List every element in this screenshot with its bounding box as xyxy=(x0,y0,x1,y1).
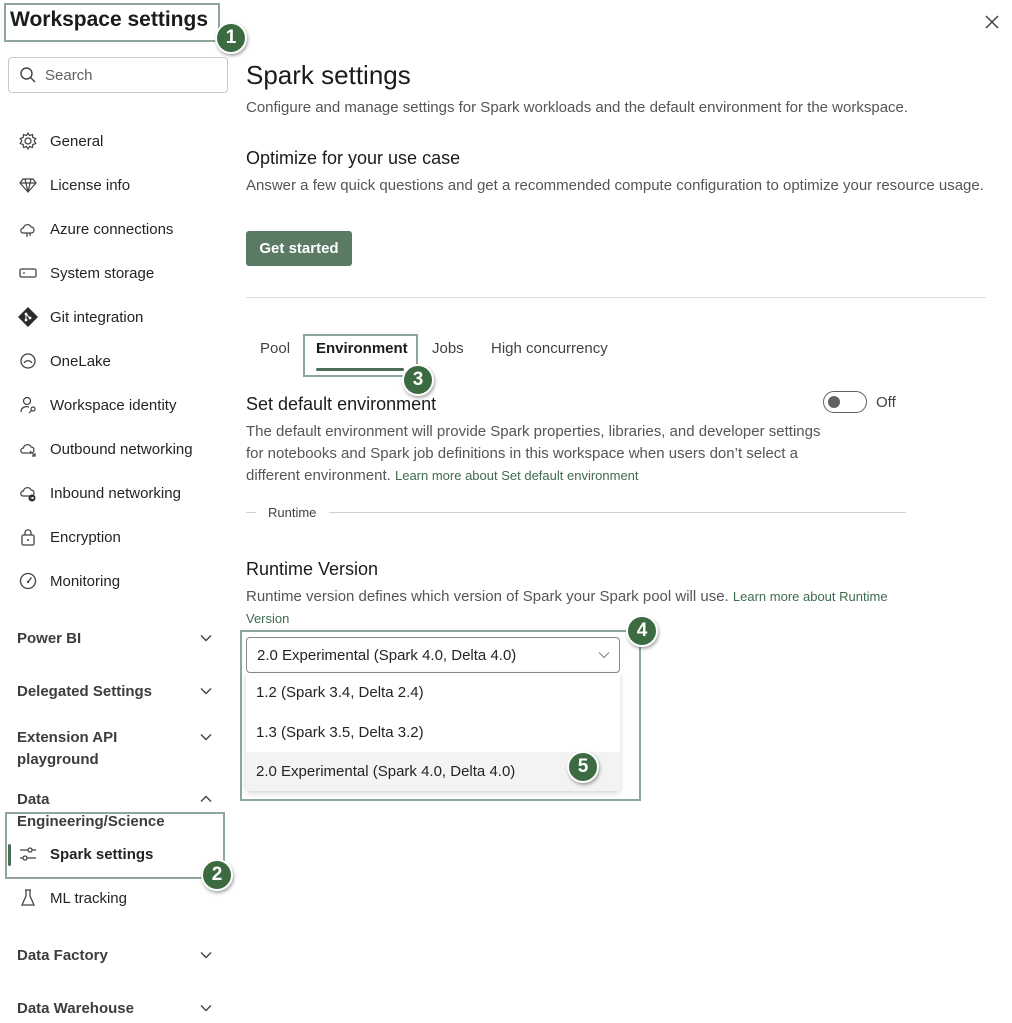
sidebar-item-label: System storage xyxy=(50,264,155,282)
sidebar-item-label: General xyxy=(50,132,104,150)
inbound-icon xyxy=(16,481,40,505)
sidebar-item-label: Git integration xyxy=(50,308,144,326)
search-input[interactable] xyxy=(45,67,205,84)
runtime-version-title: Runtime Version xyxy=(246,559,379,579)
section-power-bi[interactable] xyxy=(17,628,217,650)
callout-badge-4: 4 xyxy=(626,615,658,647)
sidebar-item-encryption[interactable] xyxy=(16,519,226,555)
outbound-icon xyxy=(16,437,40,461)
dropdown-selected-value: 2.0 Experimental (Spark 4.0, Delta 4.0) xyxy=(257,646,517,664)
chevron-down-icon xyxy=(199,684,213,698)
chevron-up-icon xyxy=(199,792,213,806)
sidebar-item-license-info[interactable] xyxy=(16,167,226,203)
workspace-title: Workspace settings xyxy=(10,8,209,31)
toggle-knob xyxy=(828,396,840,408)
sidebar-item-label: Inbound networking xyxy=(50,484,181,502)
section-label: Power BI xyxy=(17,630,82,647)
optimize-title: Optimize for your use case xyxy=(246,148,461,168)
sidebar-item-label: Outbound networking xyxy=(50,440,193,458)
sidebar-item-label: ML tracking xyxy=(50,889,127,907)
sidebar-item-ml-tracking[interactable] xyxy=(16,880,226,916)
runtime-version-text: Runtime version defines which version of Spark your Spark pool will use. xyxy=(246,588,729,605)
runtime-divider-right xyxy=(329,512,906,513)
sidebar-item-general[interactable] xyxy=(16,123,226,159)
section-extension-api[interactable] xyxy=(17,727,217,771)
sidebar-item-label: Encryption xyxy=(50,528,121,546)
section-label: Extension API xyxy=(17,729,118,746)
default-env-learn-more-link[interactable]: Learn more about Set default environment xyxy=(394,468,639,483)
sidebar-item-workspace-identity[interactable] xyxy=(16,387,226,423)
default-env-toggle[interactable] xyxy=(823,391,867,413)
runtime-version-description xyxy=(246,586,906,630)
chevron-down-icon xyxy=(199,631,213,645)
section-delegated-settings[interactable] xyxy=(17,681,217,703)
default-env-description xyxy=(246,421,821,487)
runtime-divider-label: Runtime xyxy=(268,505,317,520)
lock-icon xyxy=(16,525,40,549)
cloud-icon xyxy=(16,217,40,241)
sidebar-item-outbound-networking[interactable] xyxy=(16,431,226,467)
identity-icon xyxy=(16,393,40,417)
git-icon xyxy=(16,305,40,329)
section-label-line2: Engineering/Science xyxy=(17,813,165,830)
search-icon xyxy=(19,66,37,84)
default-env-title: Set default environment xyxy=(246,394,437,414)
sliders-icon xyxy=(16,842,40,866)
flask-icon xyxy=(16,886,40,910)
default-env-text: The default environment will provide Spark properties, libraries, and developer settings for notebooks and Spark job definitions in this workspace when users don’t select a different environment. xyxy=(246,423,821,484)
dropdown-option[interactable]: 1.3 (Spark 3.5, Delta 3.2) xyxy=(256,724,424,741)
close-icon xyxy=(980,10,1004,34)
tab-jobs[interactable]: Jobs xyxy=(432,340,464,357)
chevron-down-icon xyxy=(199,1001,213,1015)
runtime-learn-more-link[interactable]: Learn more about Runtime Version xyxy=(246,589,888,626)
section-data-factory[interactable] xyxy=(17,945,217,967)
section-label: Delegated Settings xyxy=(17,683,153,700)
tab-environment[interactable]: Environment xyxy=(316,340,408,357)
section-label-line2: playground xyxy=(17,751,99,768)
chevron-down-icon xyxy=(199,948,213,962)
storage-icon xyxy=(16,261,40,285)
active-indicator xyxy=(8,844,11,866)
sidebar-item-label: Azure connections xyxy=(50,220,174,238)
chevron-down-icon xyxy=(199,730,213,744)
page-title: Spark settings xyxy=(246,60,411,90)
runtime-version-dropdown[interactable] xyxy=(246,637,620,673)
tab-high-concurrency[interactable]: High concurrency xyxy=(491,340,608,357)
section-label: Data Warehouse xyxy=(17,1000,134,1017)
sidebar-item-system-storage[interactable] xyxy=(16,255,226,291)
section-data-warehouse[interactable] xyxy=(17,998,217,1020)
optimize-description: Answer a few quick questions and get a recommended compute configuration to optimize your resource usage. xyxy=(246,177,984,194)
tab-active-indicator xyxy=(316,368,404,371)
callout-badge-2: 2 xyxy=(201,859,233,891)
onelake-icon xyxy=(16,349,40,373)
callout-badge-1: 1 xyxy=(215,22,247,54)
sidebar-item-onelake[interactable] xyxy=(16,343,226,379)
search-box[interactable] xyxy=(8,57,228,93)
close-button[interactable] xyxy=(980,10,1004,34)
get-started-button[interactable]: Get started xyxy=(246,231,352,266)
gauge-icon xyxy=(16,569,40,593)
sidebar-item-label: Workspace identity xyxy=(50,396,177,414)
sidebar-item-label: OneLake xyxy=(50,352,111,370)
sidebar-item-label: Spark settings xyxy=(50,845,154,863)
sidebar-item-label: License info xyxy=(50,176,131,194)
sidebar-item-azure-connections[interactable] xyxy=(16,211,226,247)
dropdown-option-selected[interactable]: 2.0 Experimental (Spark 4.0, Delta 4.0) xyxy=(246,752,620,791)
page-description: Configure and manage settings for Spark workloads and the default environment for the workspace. xyxy=(246,99,909,116)
section-divider xyxy=(246,297,986,298)
gear-icon xyxy=(16,129,40,153)
diamond-icon xyxy=(16,173,40,197)
section-label: Data Factory xyxy=(17,947,108,964)
sidebar-item-spark-settings[interactable] xyxy=(16,836,226,872)
toggle-label: Off xyxy=(876,394,896,411)
sidebar-item-label: Monitoring xyxy=(50,572,121,590)
sidebar-item-monitoring[interactable] xyxy=(16,563,226,599)
callout-badge-3: 3 xyxy=(402,364,434,396)
chevron-down-icon xyxy=(597,648,611,662)
sidebar-item-inbound-networking[interactable] xyxy=(16,475,226,511)
runtime-version-menu xyxy=(246,673,620,791)
runtime-divider-left xyxy=(246,512,256,513)
tab-pool[interactable]: Pool xyxy=(260,340,291,357)
section-label: Data xyxy=(17,791,50,808)
sidebar-item-git-integration[interactable] xyxy=(16,299,226,335)
callout-badge-5: 5 xyxy=(567,751,599,783)
dropdown-option[interactable]: 1.2 (Spark 3.4, Delta 2.4) xyxy=(256,684,424,701)
